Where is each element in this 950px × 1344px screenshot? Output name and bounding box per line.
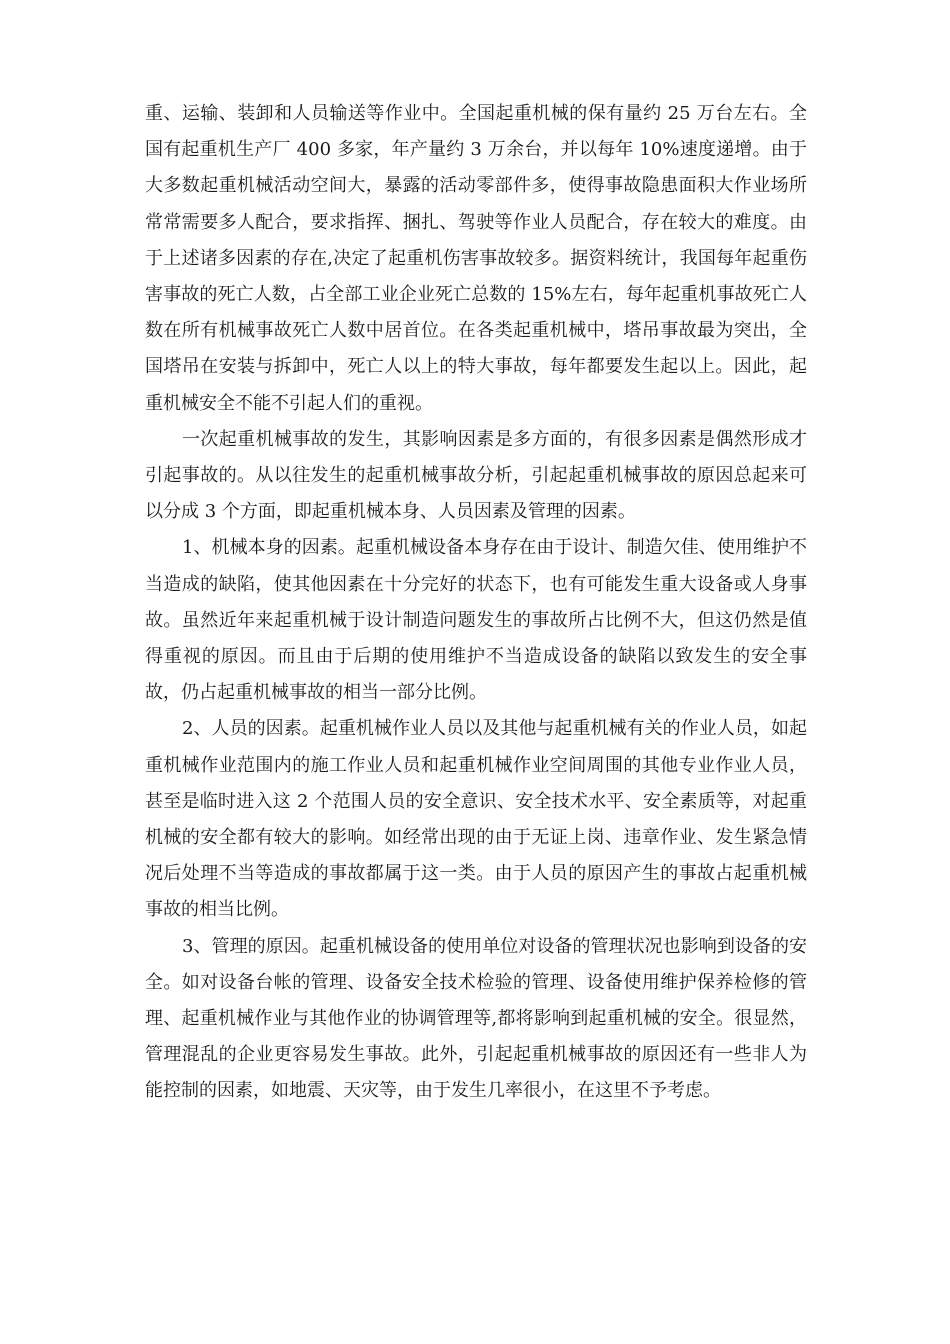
paragraph-management-factors: 3、管理的原因。起重机械设备的使用单位对设备的管理状况也影响到设备的安全。如对设备台帐的管理、设备安全技术检验的管理、设备使用维护保养检修的管理、起重机械作业与其他作业的协调管理等,都将影响到起重机械的安全。很显然，管理混乱的企业更容易发生事故。此外，引起起重机械事故的原因还有一些非人为能控制的因素，如地震、天灾等，由于发生几率很小，在这里不予考虑。 (145, 935, 807, 1102)
document-body (145, 96, 807, 1110)
paragraph-personnel-factors: 2、人员的因素。起重机械作业人员以及其他与起重机械有关的作业人员，如起重机械作业范围内的施工作业人员和起重机械作业空间周围的其他专业作业人员，甚至是临时进入这 2 个范围人员的安全意识、安全技术水平、安全素质等，对起重机械的安全都有较大的影响。如经常出现的由于无证上岗、违章作业、发生紧急情况后处理不当等造成的事故都属于这一类。由于人员的原因产生的事故占起重机械事故的相当比例。 (145, 718, 807, 921)
paragraph-influence-factors: 一次起重机械事故的发生，其影响因素是多方面的，有很多因素是偶然形成才引起事故的。从以往发生的起重机械事故分析，引起起重机械事故的原因总起来可以分成 3 个方面，即起重机械本身、人员因素及管理的因素。 (145, 428, 807, 523)
paragraph-machine-factors: 1、机械本身的因素。起重机械设备本身存在由于设计、制造欠佳、使用维护不当造成的缺陷，使其他因素在十分完好的状态下，也有可能发生重大设备或人身事故。虽然近年来起重机械于设计制造问题发生的事故所占比例不大，但这仍然是值得重视的原因。而且由于后期的使用维护不当造成设备的缺陷以致发生的安全事故，仍占起重机械事故的相当一部分比例。 (145, 537, 807, 704)
paragraph-continuation: 重、运输、装卸和人员输送等作业中。全国起重机械的保有量约 25 万台左右。全国有起重机生产厂 400 多家，年产量约 3 万余台，并以每年 10%速度递增。由于大多数起重机械活动空间大，暴露的活动零部件多，使得事故隐患面积大作业场所常常需要多人配合，要求指挥、捆扎、驾驶等作业人员配合，存在较大的难度。由于上述诸多因素的存在,决定了起重机伤害事故较多。据资料统计，我国每年起重伤害事故的死亡人数，占全部工业企业死亡总数的 15%左右，每年起重机事故死亡人数在所有机械事故死亡人数中居首位。在各类起重机械中，塔吊事故最为突出，全国塔吊在安装与拆卸中，死亡人以上的特大事故，每年都要发生起以上。因此，起重机械安全不能不引起人们的重视。 (145, 103, 807, 414)
